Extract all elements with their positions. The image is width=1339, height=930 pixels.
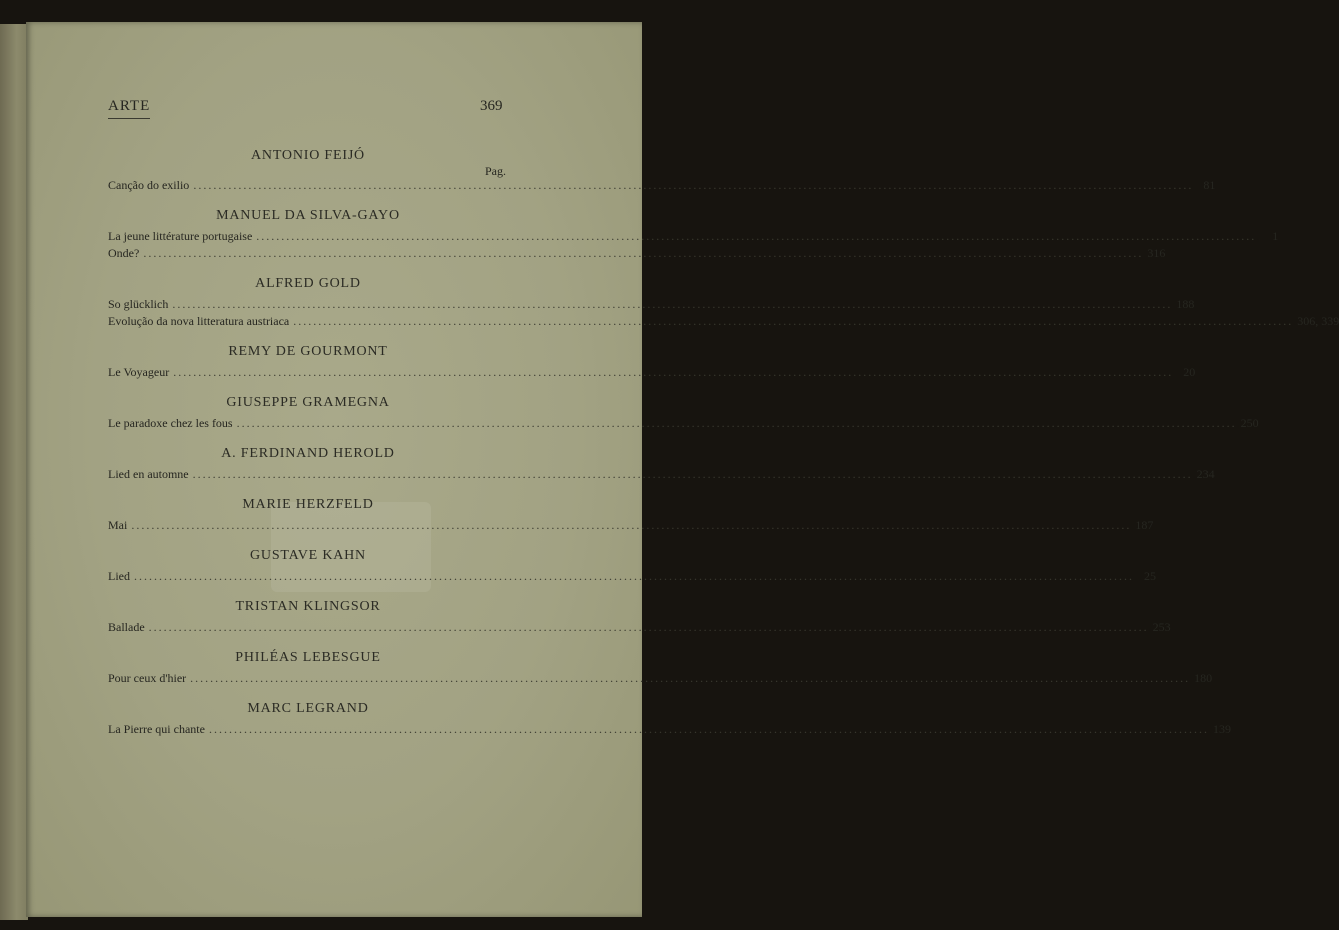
toc-line: [108, 177, 1216, 194]
page-number: 369: [480, 98, 503, 114]
dot-leader: ........................................................................................................................................................................................................: [256, 229, 1257, 243]
page-reference: 234: [1196, 467, 1215, 481]
page-reference: 180: [1194, 671, 1213, 685]
toc-entry: [108, 344, 1196, 381]
dot-leader: ........................................................................................................................................................................................................: [190, 671, 1191, 685]
page-reference: 139: [1212, 722, 1231, 736]
page-reference: 188: [1176, 297, 1195, 311]
running-head: ARTE: [108, 98, 150, 119]
work-title: Canção do exilio: [108, 178, 190, 192]
table-of-contents: [108, 148, 1339, 738]
toc-line: [108, 466, 1215, 483]
author-heading: GIUSEPPE GRAMEGNA: [226, 395, 390, 410]
work-title: Mai: [108, 518, 128, 532]
toc-line: [108, 619, 1171, 636]
page-reference: 306, 339: [1297, 314, 1339, 328]
author-heading: REMY DE GOURMONT: [228, 344, 388, 359]
toc-line: [108, 721, 1231, 738]
author-heading: GUSTAVE KAHN: [250, 548, 366, 563]
work-title: Onde?: [108, 246, 140, 260]
toc-entry: [108, 446, 1215, 483]
toc-line: [108, 415, 1259, 432]
dot-leader: ........................................................................................................................................................................................................: [192, 467, 1193, 481]
work-title: Le Voyageur: [108, 365, 170, 379]
work-title: La Pierre qui chante: [108, 722, 205, 736]
work-title: Lied en automne: [108, 467, 189, 481]
toc-line: [108, 670, 1213, 687]
toc-line: [108, 517, 1154, 534]
page-reference: 25: [1144, 569, 1156, 583]
author-heading: A. FERDINAND HEROLD: [221, 446, 395, 461]
author-heading: MARC LEGRAND: [247, 701, 369, 716]
toc-entry: [108, 650, 1213, 687]
work-title: Ballade: [108, 620, 145, 634]
toc-line: [108, 228, 1279, 245]
author-heading: PHILÉAS LEBESGUE: [235, 650, 381, 665]
page-reference: 187: [1135, 518, 1154, 532]
dot-leader: ........................................................................................................................................................................................................: [173, 365, 1174, 379]
toc-entry: [108, 395, 1259, 432]
toc-line: [108, 364, 1196, 381]
author-heading: ANTONIO FEIJÓ: [251, 148, 365, 163]
dot-leader: ........................................................................................................................................................................................................: [148, 620, 1149, 634]
page-reference: 20: [1183, 365, 1196, 379]
work-title: La jeune littérature portugaise: [108, 229, 253, 243]
dot-leader: ........................................................................................................................................................................................................: [236, 416, 1237, 430]
toc-entry: [108, 208, 1279, 262]
dot-leader: ........................................................................................................................................................................................................: [134, 569, 1134, 583]
page-column-label: Pag.: [485, 164, 506, 178]
work-title: Lied: [108, 569, 130, 583]
author-heading: MANUEL DA SILVA-GAYO: [216, 208, 400, 223]
toc-entry: [108, 148, 1216, 194]
author-heading: TRISTAN KLINGSOR: [235, 599, 381, 614]
dot-leader: ........................................................................................................................................................................................................: [131, 518, 1132, 532]
toc-line: [108, 568, 1156, 585]
toc-entry: [108, 276, 1339, 330]
work-title: So glücklich: [108, 297, 169, 311]
page-reference: 1: [1272, 229, 1279, 243]
page-reference: 250: [1240, 416, 1259, 430]
toc-entry: [108, 497, 1154, 534]
book-page: [26, 22, 1339, 917]
toc-entry: [108, 599, 1171, 636]
toc-entry: [108, 548, 1156, 585]
page-reference: 253: [1152, 620, 1171, 634]
page-reference: 81: [1203, 178, 1216, 192]
dot-leader: ........................................................................................................................................................................................................: [143, 246, 1144, 260]
work-title: Le paradoxe chez les fous: [108, 416, 233, 430]
dot-leader: ........................................................................................................................................................................................................: [193, 178, 1194, 192]
dot-leader: ........................................................................................................................................................................................................: [293, 314, 1294, 328]
page-reference: 316: [1147, 246, 1166, 260]
dot-leader: ........................................................................................................................................................................................................: [208, 722, 1209, 736]
toc-line: [108, 245, 1166, 262]
dot-leader: ........................................................................................................................................................................................................: [172, 297, 1173, 311]
author-heading: MARIE HERZFELD: [242, 497, 374, 512]
work-title: Evolução da nova litteratura austriaca: [108, 314, 290, 328]
toc-line: [108, 313, 1339, 330]
previous-page-edge: [0, 24, 28, 920]
toc-entry: [108, 701, 1231, 738]
author-heading: ALFRED GOLD: [255, 276, 361, 291]
work-title: Pour ceux d'hier: [108, 671, 187, 685]
toc-line: [108, 296, 1195, 313]
